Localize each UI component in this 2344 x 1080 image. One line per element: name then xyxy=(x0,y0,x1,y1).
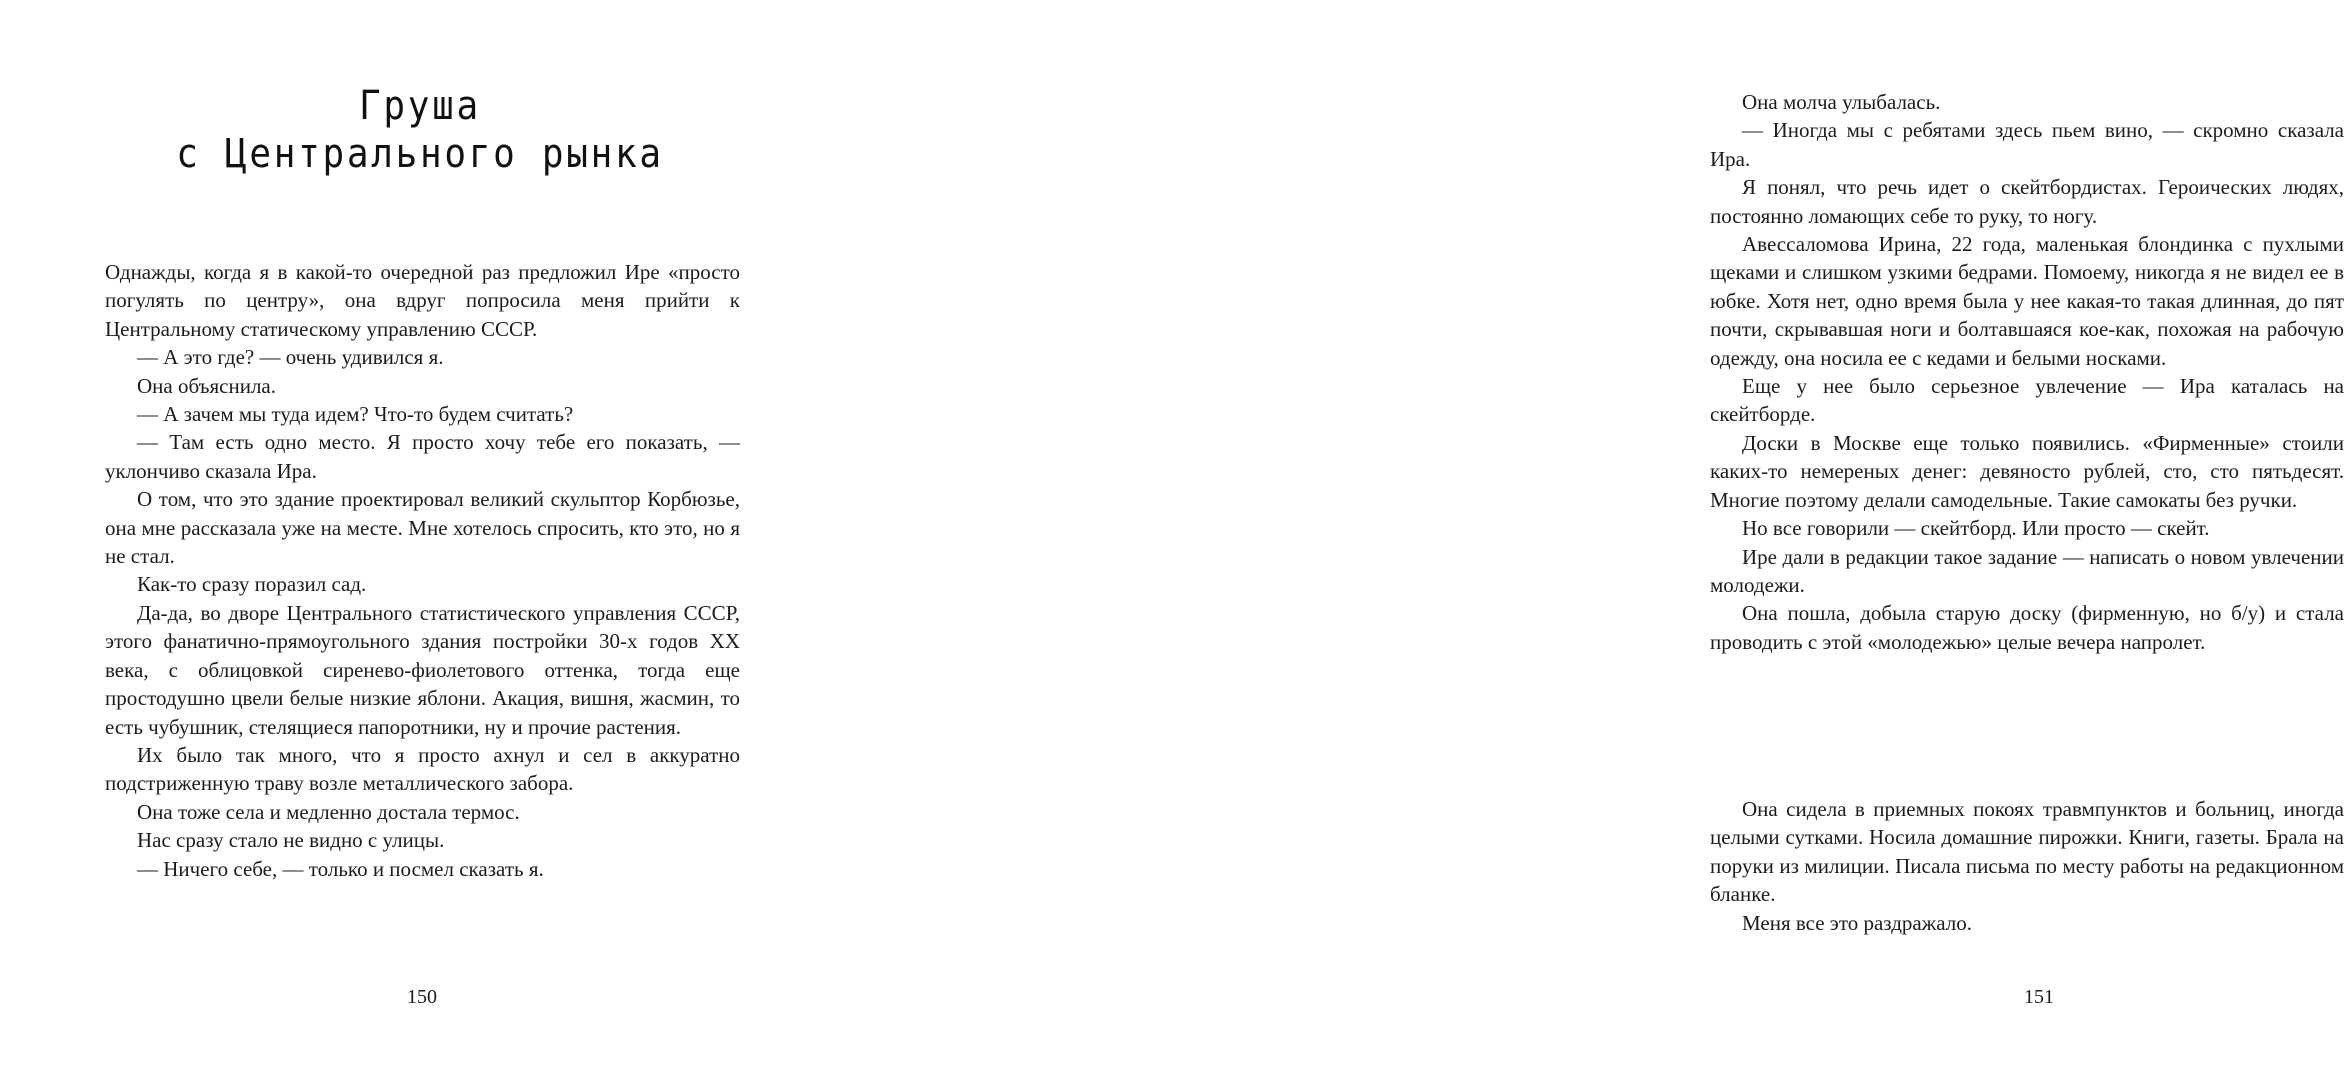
paragraph: — Там есть одно место. Я просто хочу тебе его показать, — уклончиво сказала Ира. xyxy=(105,430,740,483)
paragraph: О том, что это здание проектировал великий скульптор Корбюзье, она мне рассказала уже на месте. Мне хотелось спросить, кто это, но я не стал. xyxy=(105,487,740,569)
paragraph: Как-то сразу поразил сад. xyxy=(137,572,367,597)
paragraph: Авессаломова Ирина, 22 года, маленькая блондинка с пухлыми щеками и слишком узкими бедрами. Помоему, никогда я не видел ее в юбке. Хотя нет, одно время была у нее какая-то такая длинная, до пят почти, скрывавшая ноги и болтавшаяся кое-как, похожая на рабочую одежду, она носила ее с кедами и белыми носками. xyxy=(1710,232,2344,370)
right-page-body-section-2 xyxy=(1710,795,2344,937)
paragraph: Да-да, во дворе Центрального статистического управления СССР, этого фанатично-прямоугольного здания постройки 30-х годов XX века, с облицовкой сиренево-фиолетового оттенка, тогда еще простодушно цвели белые низкие яблони. Акация, вишня, жасмин, то есть чубушник, стелящиеся папоротники, ну и прочие растения. xyxy=(105,600,740,739)
paragraph: Она пошла, добыла старую доску (фирменную, но б/у) и стала проводить с этой «молодежью» целые вечера напролет. xyxy=(1710,601,2344,654)
page-number-left: 150 xyxy=(407,986,437,1008)
paragraph: — А зачем мы туда идем? Что-то будем считать? xyxy=(137,402,574,427)
paragraph: — А это где? — очень удивился я. xyxy=(137,345,444,370)
paragraph: Еще у нее было серьезное увлечение — Ира каталась на скейтборде. xyxy=(1710,374,2344,427)
paragraph: Она молча улыбалась. xyxy=(1742,90,1941,114)
right-page xyxy=(824,0,2344,1080)
right-page-body xyxy=(1710,88,2344,656)
page-number-right: 151 xyxy=(2024,986,2054,1008)
chapter-title xyxy=(132,82,708,178)
chapter-title-line-2: с Центрального рынка xyxy=(176,131,664,177)
paragraph: Она тоже села и медленно достала термос. xyxy=(137,799,520,824)
paragraph: Она объяснила. xyxy=(137,373,277,398)
paragraph: Я понял, что речь идет о скейтбордистах. Героических людях, постоянно ломающих себе то руку, то ногу. xyxy=(1710,175,2344,228)
paragraph: Меня все это раздражало. xyxy=(1742,910,1972,935)
paragraph: Нас сразу стало не видно с улицы. xyxy=(137,828,445,853)
paragraph: Доски в Москве еще только появились. «Фирменные» стоили каких-то немереных денег: девяносто рублей, сто, сто пятьдесят. Многие поэтому делали самодельные. Такие самокаты без ручки. xyxy=(1710,430,2344,512)
paragraph: Ире дали в редакции такое задание — написать о новом увлечении молодежи. xyxy=(1710,544,2344,597)
paragraph: Однажды, когда я в какой-то очередной раз предложил Ире «просто погулять по центру», она вдруг попросила меня прийти к Центральному статическому управлению СССР. xyxy=(105,260,740,341)
left-page-body xyxy=(105,258,740,883)
paragraph: Она сидела в приемных покоях травмпунктов и больниц, иногда целыми сутками. Носила домашние пирожки. Книги, газеты. Брала на поруки из милиции. Писала письма по месту работы на редакционном бланке. xyxy=(1710,797,2344,907)
paragraph: — Иногда мы с ребятами здесь пьем вино, — скромно сказала Ира. xyxy=(1710,118,2344,171)
paragraph: Но все говорили — скейтборд. Или просто — скейт. xyxy=(1742,516,2210,541)
paragraph: — Ничего себе, — только и посмел сказать я. xyxy=(137,856,544,881)
left-page xyxy=(0,0,824,1080)
chapter-title-line-1: Груша xyxy=(359,83,481,129)
paragraph: Их было так много, что я просто ахнул и сел в аккуратно подстриженную траву возле металлического забора. xyxy=(105,742,740,796)
